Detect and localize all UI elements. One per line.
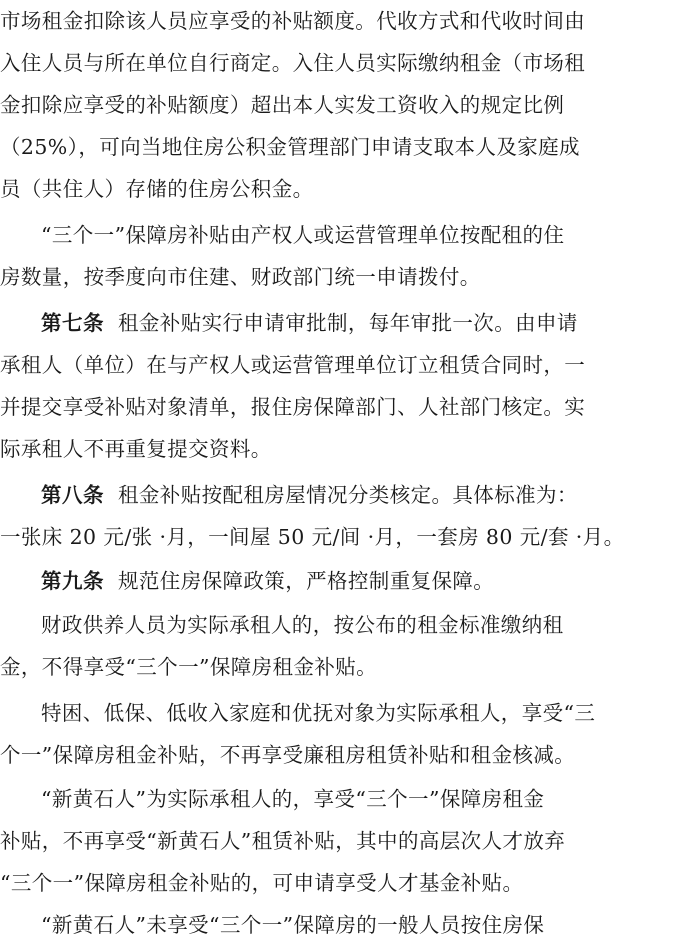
article-9-text: 规范住房保障政策，严格控制重复保障。 xyxy=(118,569,495,593)
paragraph-line: 际承租人不再重复提交资料。 xyxy=(0,437,272,461)
paragraph-line: 入住人员与所在单位自行商定。入住人员实际缴纳租金（市场租 xyxy=(0,51,586,75)
article-8-text: 租金补贴按配租房屋情况分类核定。具体标准为： xyxy=(118,483,578,507)
paragraph-line: 财政供养人员为实际承租人的，按公布的租金标准缴纳租 xyxy=(41,613,564,637)
paragraph-line: 市场租金扣除该人员应享受的补贴额度。代收方式和代收时间由 xyxy=(0,9,586,33)
paragraph-line: 房数量，按季度向市住建、财政部门统一申请拨付。 xyxy=(0,265,481,289)
paragraph-line: “三个一”保障房补贴由产权人或运营管理单位按配租的住 xyxy=(41,223,565,247)
paragraph-line: “新黄石人”未享受“三个一”保障房的一般人员按住房保 xyxy=(41,913,545,937)
paragraph-line: 金扣除应享受的补贴额度）超出本人实发工资收入的规定比例 xyxy=(0,93,565,117)
article-7-line xyxy=(0,304,700,342)
paragraph-line: （25%），可向当地住房公积金管理部门申请支取本人及家庭成 xyxy=(0,135,580,159)
paragraph-line: “三个一”保障房租金补贴的，可申请享受人才基金补贴。 xyxy=(0,871,524,895)
article-8-line xyxy=(0,476,700,514)
article-7-title: 第七条 xyxy=(41,311,104,335)
article-8-title: 第八条 xyxy=(41,483,104,507)
article-9-title: 第九条 xyxy=(41,569,104,593)
paragraph-line: 员（共住人）存储的住房公积金。 xyxy=(0,177,314,201)
paragraph-line: “新黄石人”为实际承租人的，享受“三个一”保障房租金 xyxy=(41,787,545,811)
paragraph-line: 补贴，不再享受“新黄石人”租赁补贴，其中的高层次人才放弃 xyxy=(0,829,566,853)
paragraph-line: 承租人（单位）在与产权人或运营管理单位订立租赁合同时，一 xyxy=(0,353,586,377)
paragraph-line: 一张床 20 元/张 ·月，一间屋 50 元/间 ·月，一套房 80 元/套 ·月。 xyxy=(0,525,625,549)
paragraph-line: 个一”保障房租金补贴，不再享受廉租房租赁补贴和租金核减。 xyxy=(0,743,576,767)
paragraph-line: 特困、低保、低收入家庭和优抚对象为实际承租人，享受“三 xyxy=(41,701,596,725)
paragraph-line: 并提交享受补贴对象清单，报住房保障部门、人社部门核定。实 xyxy=(0,395,586,419)
article-9-line xyxy=(0,562,700,600)
paragraph-line: 金，不得享受“三个一”保障房租金补贴。 xyxy=(0,655,378,679)
article-7-text: 租金补贴实行申请审批制，每年审批一次。由申请 xyxy=(118,311,578,335)
